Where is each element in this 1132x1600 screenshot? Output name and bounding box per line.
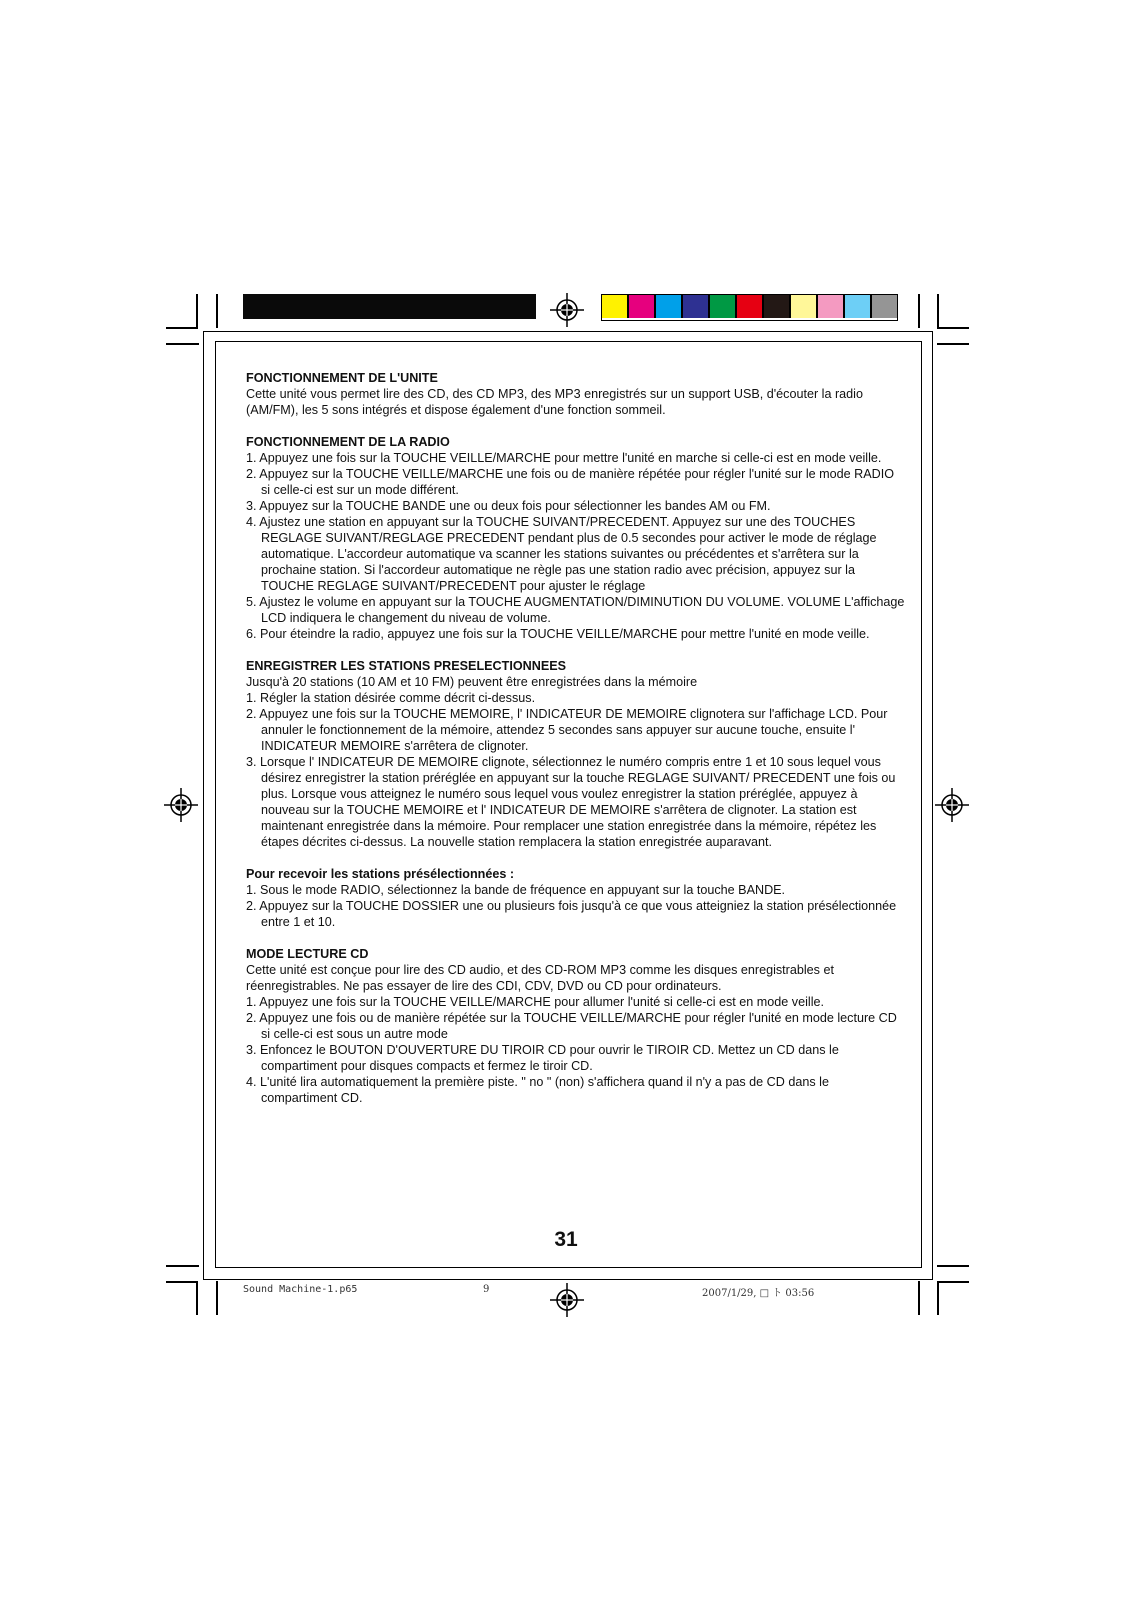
numbered-step: 2. Appuyez une fois sur la TOUCHE MEMOIRE, l' INDICATEUR DE MEMOIRE clignotera sur l'affichage LCD. Pour annuler le fonctionnement de la mémoire, attendez 5 secondes sans appuyer sur aucune touche, ensuite l' INDICATEUR MEMOIRE s'arrêtera de clignoter. — [246, 707, 888, 753]
color-swatch — [818, 295, 845, 318]
section — [246, 946, 906, 1106]
registration-mark-left — [164, 788, 198, 822]
section — [246, 866, 906, 930]
slug-file-name: Sound Machine-1.p65 — [243, 1284, 358, 1295]
section-paragraph: Cette unité vous permet lire des CD, des CD MP3, des MP3 enregistrés sur un support USB, d'écouter la radio (AM/FM), les 5 sons intégrés et dispose également d'une fonction sommeil. — [246, 387, 863, 417]
numbered-step: 1. Appuyez une fois sur la TOUCHE VEILLE/MARCHE pour mettre l'unité en marche si celle-ci est en mode veille. — [246, 451, 882, 465]
numbered-step: 3. Lorsque l' INDICATEUR DE MEMOIRE clignote, sélectionnez le numéro compris entre 1 et 10 sous lequel vous désirez enregistrer la station préréglée en appuyant sur la touche REGLAGE SUIVANT/ PRECEDENT une fois ou plus. Lorsque vous atteignez le numéro sous lequel vous voulez enregistrer la station préréglée, appuyez à nouveau sur la TOUCHE MEMOIRE et l' INDICATEUR DE MEMOIRE s'arrêtera de clignoter. La station est maintenant enregistrée dans la mémoire. Pour remplacer une station enregistrée dans la mémoire, répétez les étapes décrites ci-dessus. La nouvelle station remplacera la station enregistrée auparavant. — [246, 755, 896, 849]
numbered-step: 5. Ajustez le volume en appuyant sur la TOUCHE AUGMENTATION/DIMINUTION DU VOLUME. VOLUME L'affichage LCD indiquera le changement du niveau de volume. — [246, 595, 905, 625]
numbered-step: 1. Régler la station désirée comme décrit ci-dessus. — [246, 691, 536, 705]
registration-mark-right — [935, 788, 969, 822]
color-swatch — [764, 295, 791, 318]
color-swatch — [710, 295, 737, 318]
section — [246, 370, 906, 418]
color-swatch — [656, 295, 683, 318]
black-density-bar — [243, 294, 536, 319]
color-swatch — [629, 295, 656, 318]
color-swatch — [872, 295, 897, 318]
numbered-step: 2. Appuyez une fois ou de manière répétée sur la TOUCHE VEILLE/MARCHE pour régler l'unité en mode lecture CD si celle-ci est sous un autre mode — [246, 1011, 897, 1041]
numbered-step: 4. Ajustez une station en appuyant sur la TOUCHE SUIVANT/PRECEDENT. Appuyez sur une des TOUCHES REGLAGE SUIVANT/REGLAGE PRECEDENT pendant plus de 0.5 secondes pour activer le mode de réglage automatique. L'accordeur automatique va scanner les stations suivantes ou précédentes et s'arrêtera sur la prochaine station. Si l'accordeur automatique ne règle pas une station radio avec précision, appuyez sur la TOUCHE REGLAGE SUIVANT/PRECEDENT pour ajuster le réglage — [246, 515, 877, 593]
section — [246, 434, 906, 642]
section-heading: ENREGISTRER LES STATIONS PRESELECTIONNEES — [246, 659, 567, 673]
numbered-step: 4. L'unité lira automatiquement la première piste. " no " (non) s'affichera quand il n'y a pas de CD dans le compartiment CD. — [246, 1075, 829, 1105]
section-heading: FONCTIONNEMENT DE LA RADIO — [246, 435, 450, 449]
registration-mark-bottom — [550, 1283, 584, 1317]
section-paragraph: Cette unité est conçue pour lire des CD audio, et des CD-ROM MP3 comme les disques enregistrables et réenregistrables. Ne pas essayer de lire des CDI, CDV, DVD ou CD pour ordinateurs. — [246, 963, 834, 993]
numbered-step: 1. Sous le mode RADIO, sélectionnez la bande de fréquence en appuyant sur la touche BANDE. — [246, 883, 786, 897]
section — [246, 658, 906, 850]
numbered-step: 3. Appuyez sur la TOUCHE BANDE une ou deux fois pour sélectionner les bandes AM ou FM. — [246, 499, 771, 513]
slug-timestamp: 2007/1/29, □ ト 03:56 — [702, 1288, 815, 1299]
section-heading: FONCTIONNEMENT DE L'UNITE — [246, 371, 438, 385]
color-swatch — [845, 295, 872, 318]
color-swatch — [602, 295, 629, 318]
section-heading: MODE LECTURE CD — [246, 947, 369, 961]
numbered-step: 2. Appuyez sur la TOUCHE VEILLE/MARCHE une fois ou de manière répétée pour régler l'unité sur le mode RADIO si celle-ci est sur un mode différent. — [246, 467, 895, 497]
section-paragraph: Jusqu'à 20 stations (10 AM et 10 FM) peuvent être enregistrées dans la mémoire — [246, 675, 698, 689]
color-swatch — [791, 295, 818, 318]
slug-page-number: 9 — [483, 1284, 490, 1295]
numbered-step: 1. Appuyez une fois sur la TOUCHE VEILLE/MARCHE pour allumer l'unité si celle-ci est en mode veille. — [246, 995, 825, 1009]
numbered-step: 3. Enfoncez le BOUTON D'OUVERTURE DU TIROIR CD pour ouvrir le TIROIR CD. Mettez un CD dans le compartiment pour disques compacts et fermez le tiroir CD. — [246, 1043, 839, 1073]
manual-content — [246, 370, 906, 1122]
color-calibration-bars — [601, 294, 898, 321]
color-swatch — [683, 295, 710, 318]
numbered-step: 6. Pour éteindre la radio, appuyez une fois sur la TOUCHE VEILLE/MARCHE pour mettre l'unité en mode veille. — [246, 627, 870, 641]
page-number: 31 — [554, 1228, 578, 1251]
color-swatch — [737, 295, 764, 318]
section-heading: Pour recevoir les stations présélectionnées : — [246, 867, 515, 881]
numbered-step: 2. Appuyez sur la TOUCHE DOSSIER une ou plusieurs fois jusqu'à ce que vous atteigniez la station présélectionnée entre 1 et 10. — [246, 899, 897, 929]
registration-mark-top — [550, 293, 584, 327]
